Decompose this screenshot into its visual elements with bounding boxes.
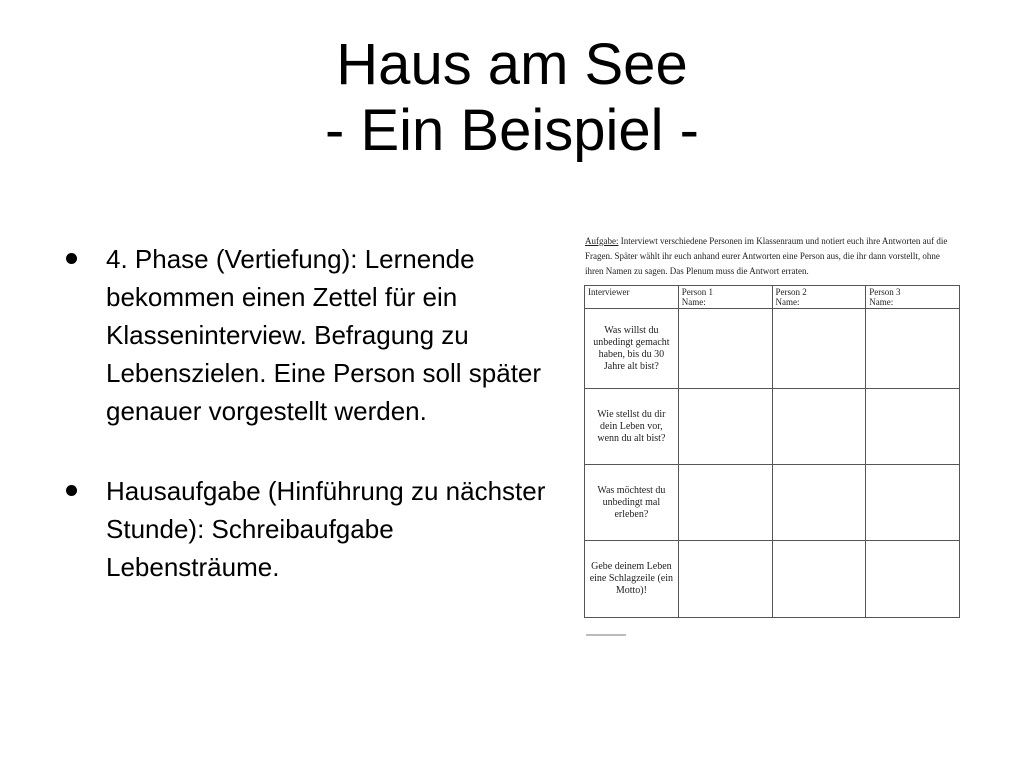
question-cell: Gebe deinem Leben eine Schlagzeile (ein Motto)! xyxy=(585,541,679,618)
question-cell: Was möchtest du unbedingt mal erleben? xyxy=(585,465,679,541)
bullet-text: 4. Phase (Vertiefung): Lernende bekommen einen Zettel für ein Klasseninterview. Befragung zu Lebenszielen. Eine Person soll später genauer vorgestellt werden. xyxy=(106,244,542,426)
bullet-item-phase-4 xyxy=(66,240,571,430)
bullet-list xyxy=(66,240,571,586)
table-header-row xyxy=(585,286,960,309)
answer-cell xyxy=(772,389,866,465)
question-cell: Was willst du unbedingt gemacht haben, bis du 30 Jahre alt bist? xyxy=(585,309,679,389)
answer-cell xyxy=(678,541,772,618)
question-cell: Wie stellst du dir dein Leben vor, wenn du alt bist? xyxy=(585,389,679,465)
worksheet-image xyxy=(582,234,960,644)
table-row xyxy=(585,541,960,618)
header-cell: Interviewer xyxy=(585,286,679,309)
answer-cell xyxy=(772,465,866,541)
answer-cell xyxy=(772,309,866,389)
answer-cell xyxy=(866,541,960,618)
task-label: Aufgabe: xyxy=(585,236,619,246)
table-row xyxy=(585,465,960,541)
answer-cell xyxy=(866,389,960,465)
title-line-1: Haus am See xyxy=(336,32,688,97)
interview-table xyxy=(584,285,960,618)
answer-cell xyxy=(772,541,866,618)
table-row xyxy=(585,309,960,389)
bullet-dot-icon xyxy=(66,485,77,496)
answer-cell xyxy=(678,465,772,541)
bullet-item-homework xyxy=(66,472,571,586)
scan-artifact xyxy=(586,634,626,636)
slide-title xyxy=(0,32,1024,164)
table-row xyxy=(585,389,960,465)
answer-cell xyxy=(866,465,960,541)
bullet-dot-icon xyxy=(66,253,77,264)
header-cell: Person 1 Name: xyxy=(678,286,772,309)
task-text: Interviewt verschiedene Personen im Klassenraum und notiert euch ihre Antworten auf die Fragen. Später wählt ihr euch anhand eurer Antworten eine Person aus, die ihr dann vorstellt, ohne ihren Namen zu sagen. Das Plenum muss die Antwort erraten. xyxy=(585,236,948,276)
answer-cell xyxy=(678,309,772,389)
answer-cell xyxy=(678,389,772,465)
header-cell: Person 2 Name: xyxy=(772,286,866,309)
title-line-2: - Ein Beispiel - xyxy=(325,98,699,163)
worksheet-task xyxy=(582,234,960,279)
header-cell: Person 3 Name: xyxy=(866,286,960,309)
answer-cell xyxy=(866,309,960,389)
bullet-text: Hausaufgabe (Hinführung zu nächster Stunde): Schreibaufgabe Lebensträume. xyxy=(106,476,546,582)
